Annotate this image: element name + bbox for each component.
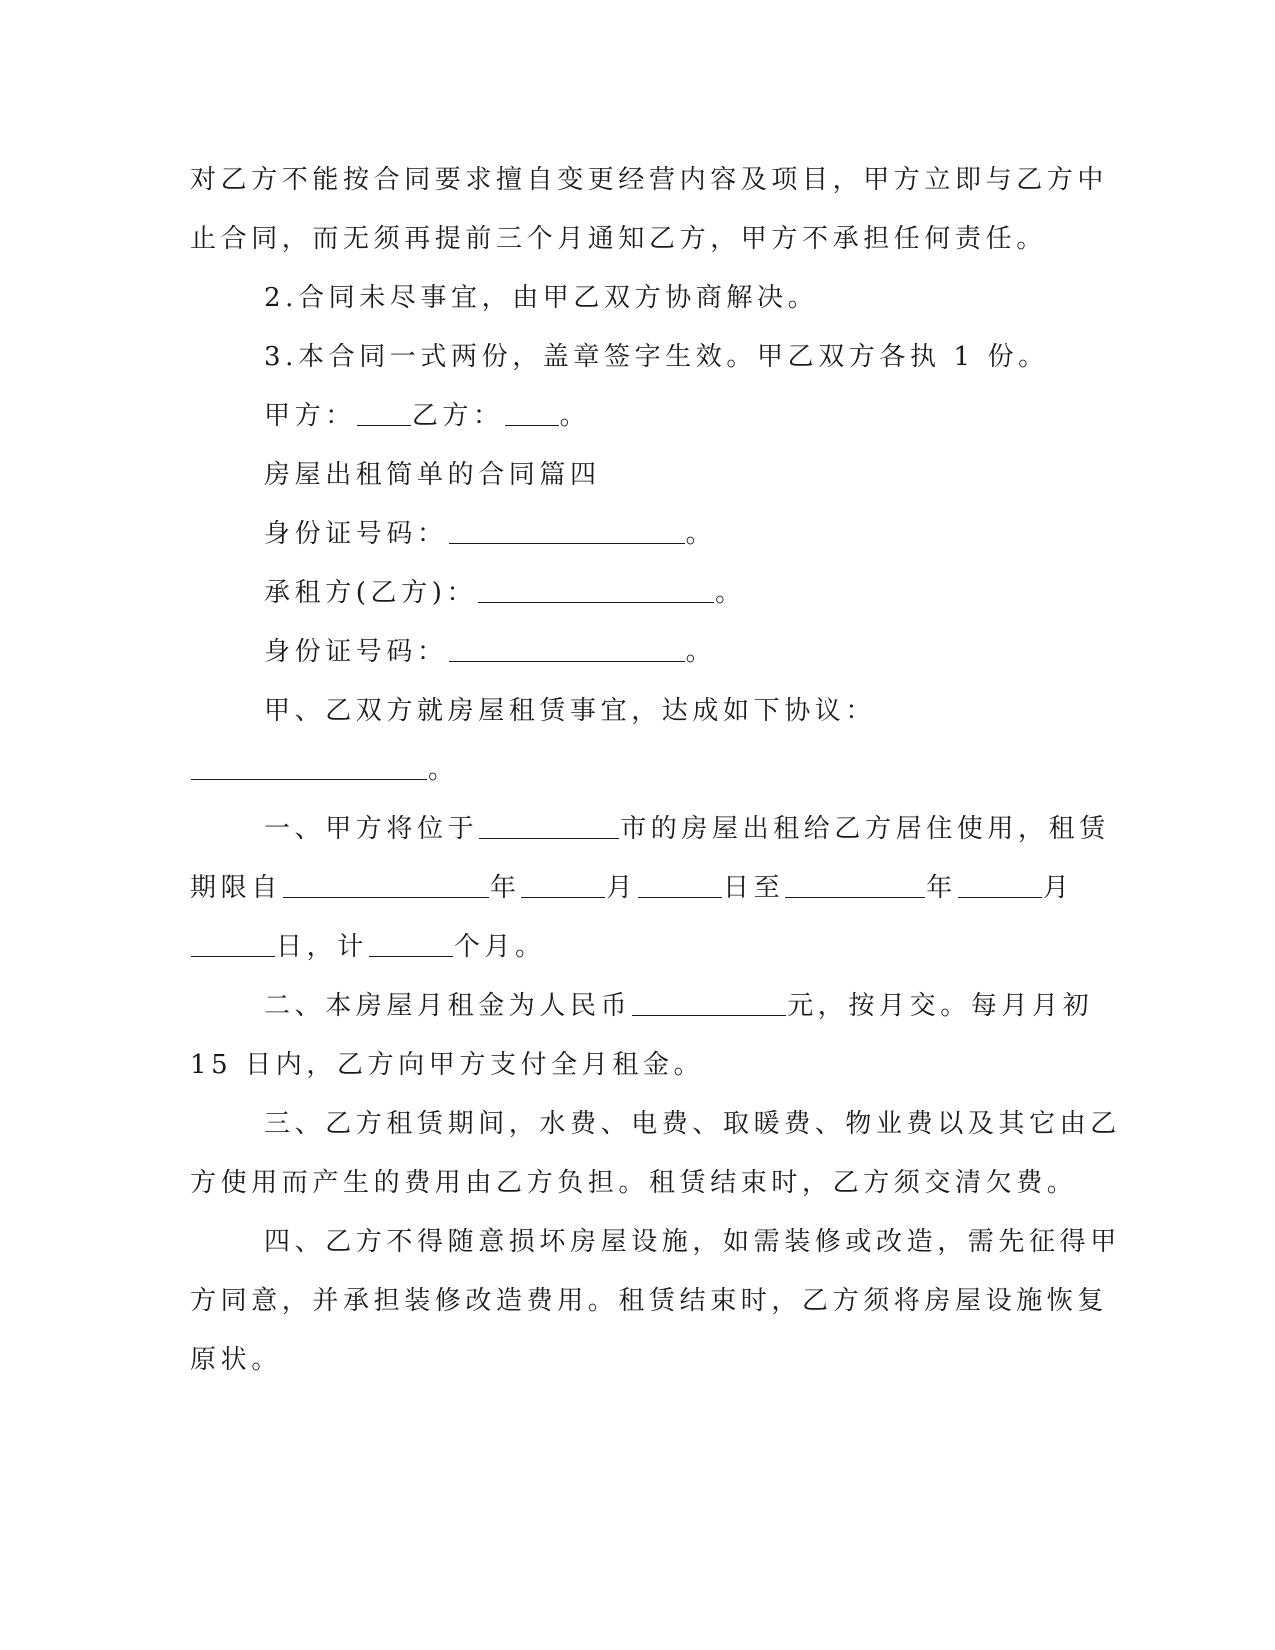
clause-text: 个月。	[453, 932, 546, 962]
end-year-blank	[785, 869, 925, 898]
party-b-label: 乙方：	[411, 401, 504, 431]
clause-text: 元，按月交。每月月初	[787, 991, 1094, 1021]
text-line: 止合同，而无须再提前三个月通知乙方，甲方不承担任何责任。	[190, 224, 1047, 254]
period: 。	[428, 755, 459, 785]
clause-text: 月	[606, 873, 638, 903]
period: 。	[559, 401, 591, 431]
clause-text: 日至	[723, 873, 785, 903]
end-day-blank	[191, 928, 275, 957]
id-number-line-1	[0, 514, 716, 554]
clause-3-line-1: 三、乙方租赁期间，水费、电费、取暖费、物业费以及其它由乙	[264, 1109, 1121, 1139]
clause-text: 二、本房屋月租金为人民币	[264, 991, 632, 1021]
clause-4-line-2: 方同意，并承担装修改造费用。租赁结束时，乙方须将房屋设施恢复	[190, 1286, 1109, 1316]
text-line: 对乙方不能按合同要求擅自变更经营内容及项目，甲方立即与乙方中	[190, 165, 1109, 195]
period: 。	[685, 637, 717, 667]
start-day-blank	[638, 869, 722, 898]
end-month-blank	[958, 869, 1042, 898]
tenant-label: 承租方(乙方)：	[264, 578, 478, 608]
period: 。	[685, 519, 717, 549]
months-blank	[369, 928, 453, 957]
item-3: 3.本合同一式两份，盖章签字生效。甲乙双方各执 1 份。	[264, 342, 1049, 372]
party-a-blank	[357, 397, 411, 426]
start-month-blank	[521, 869, 605, 898]
signature-line	[0, 396, 590, 436]
tenant-blank	[478, 574, 714, 603]
item-2: 2.合同未尽事宜，由甲乙双方协商解决。	[264, 283, 819, 313]
clause-text: 市的房屋出租给乙方居住使用，租赁	[620, 814, 1110, 844]
id-label: 身份证号码：	[264, 637, 448, 667]
id-number-line-2	[0, 632, 716, 672]
clause-2-line-1	[0, 986, 1093, 1026]
start-year-blank	[283, 869, 489, 898]
city-blank	[479, 810, 619, 839]
id-label: 身份证号码：	[264, 519, 448, 549]
clause-text: 年	[489, 873, 521, 903]
agreement-intro: 甲、乙双方就房屋租赁事宜，达成如下协议：	[264, 696, 877, 726]
clause-1-line-1	[0, 809, 1110, 849]
section-title: 房屋出租简单的合同篇四	[264, 460, 601, 490]
clause-4-line-1: 四、乙方不得随意损坏房屋设施，如需装修或改造，需先征得甲	[264, 1227, 1121, 1257]
party-a-label: 甲方：	[264, 401, 356, 431]
party-b-blank	[505, 397, 559, 426]
clause-text: 期限自	[190, 873, 282, 903]
clause-text: 月	[1042, 873, 1074, 903]
period: 。	[715, 578, 746, 608]
id-blank	[449, 515, 685, 544]
clause-text: 年	[926, 873, 957, 903]
clause-text: 日，计	[276, 932, 368, 962]
clause-3-line-2: 方使用而产生的费用由乙方负担。租赁结束时，乙方须交清欠费。	[190, 1168, 1078, 1198]
rent-blank	[632, 987, 786, 1016]
clause-text: 一、甲方将位于	[264, 814, 479, 844]
clause-2-line-2: 15 日内，乙方向甲方支付全月租金。	[190, 1050, 705, 1080]
clause-1-line-3	[0, 927, 546, 967]
blank-line	[0, 750, 459, 790]
tenant-line	[0, 573, 746, 613]
id-blank	[449, 633, 685, 662]
long-blank	[191, 751, 427, 780]
clause-1-line-2	[0, 868, 1073, 908]
clause-4-line-3: 原状。	[190, 1345, 282, 1375]
